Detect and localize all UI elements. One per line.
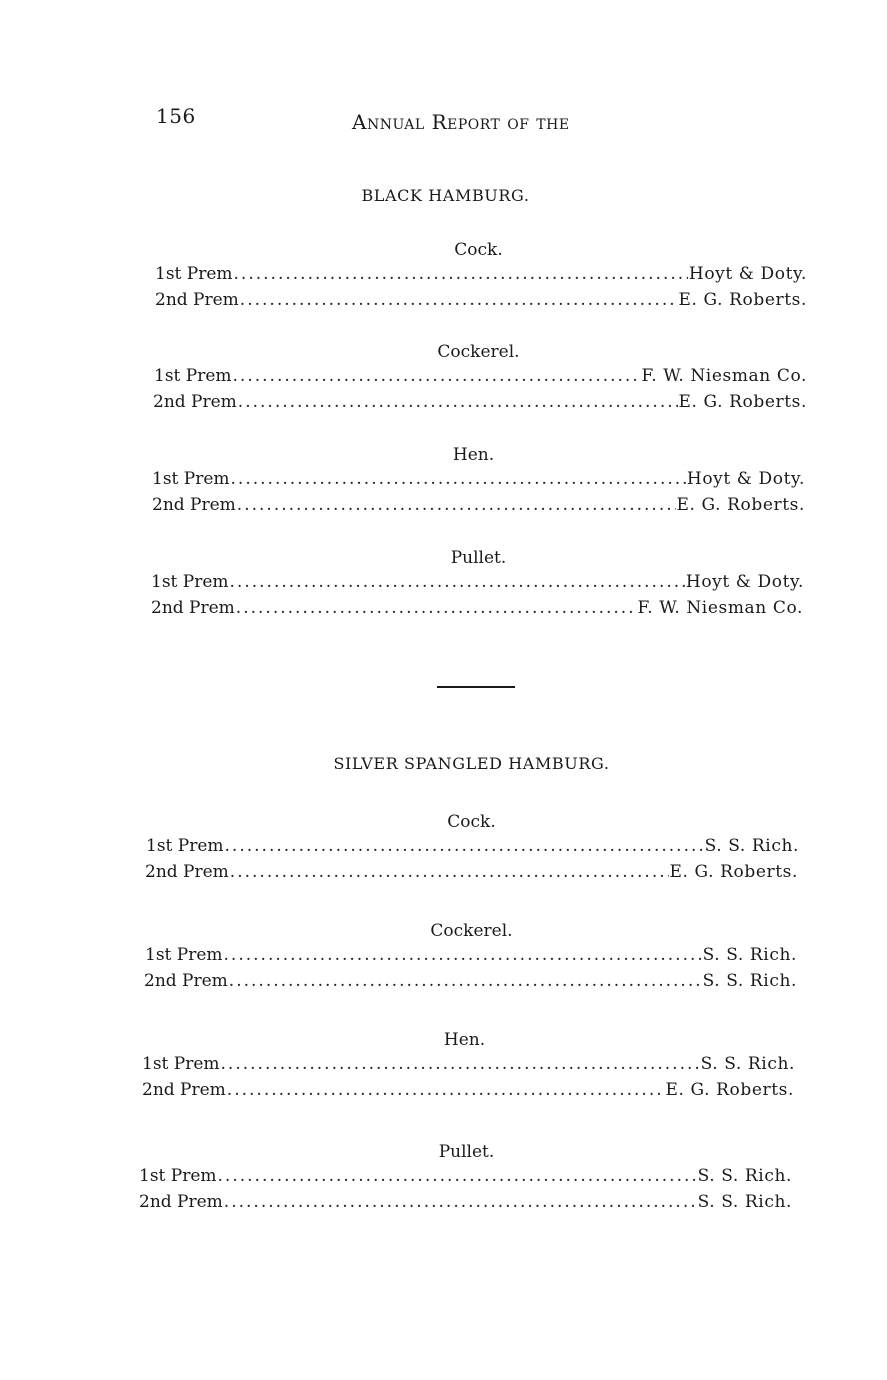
dot-leader <box>231 469 686 489</box>
award-entry <box>152 469 805 489</box>
class-heading: Hen. <box>452 445 495 465</box>
award-winner: S. S. Rich. <box>697 1166 792 1186</box>
award-winner: S. S. Rich. <box>697 1192 792 1212</box>
award-label: 1st Prem <box>145 945 223 965</box>
award-winner: S. S. Rich. <box>702 971 797 991</box>
award-label: 2nd Prem <box>151 598 235 618</box>
award-label: 1st Prem <box>151 572 229 592</box>
award-label: 1st Prem <box>146 836 224 856</box>
page-number: 156 <box>156 104 196 128</box>
award-winner: E. G. Roberts. <box>676 495 805 515</box>
award-label: 1st Prem <box>154 366 232 386</box>
award-entry <box>146 836 799 856</box>
award-label: 1st Prem <box>142 1054 220 1074</box>
award-label: 2nd Prem <box>155 290 239 310</box>
award-entry <box>151 598 803 618</box>
award-winner: E. G. Roberts. <box>678 392 807 412</box>
award-winner: Hoyt & Doty. <box>688 264 807 284</box>
award-entry <box>142 1080 794 1100</box>
award-entry <box>145 862 798 882</box>
award-entry <box>139 1192 792 1212</box>
award-entry <box>155 264 807 284</box>
running-head: Annual Report of the <box>352 110 570 134</box>
dot-leader <box>234 264 688 284</box>
class-heading: Pullet. <box>438 1142 495 1162</box>
award-winner: F. W. Niesman Co. <box>637 598 803 618</box>
dot-leader <box>229 971 702 991</box>
section-title: SILVER SPANGLED HAMBURG. <box>333 754 610 773</box>
class-heading: Cockerel. <box>430 921 513 941</box>
award-winner: E. G. Roberts. <box>665 1080 794 1100</box>
award-label: 2nd Prem <box>144 971 228 991</box>
award-winner: Hoyt & Doty. <box>685 572 804 592</box>
dot-leader <box>218 1166 697 1186</box>
award-winner: F. W. Niesman Co. <box>641 366 807 386</box>
dot-leader <box>221 1054 700 1074</box>
dot-leader <box>225 836 704 856</box>
section-divider <box>437 686 515 688</box>
award-label: 2nd Prem <box>153 392 237 412</box>
class-heading: Hen. <box>443 1030 486 1050</box>
award-entry <box>144 971 797 991</box>
award-entry <box>151 572 804 592</box>
award-entry <box>145 945 797 965</box>
award-winner: E. G. Roberts. <box>669 862 798 882</box>
dot-leader <box>240 290 678 310</box>
dot-leader <box>230 572 685 592</box>
award-label: 2nd Prem <box>145 862 229 882</box>
award-label: 2nd Prem <box>142 1080 226 1100</box>
award-entry <box>154 366 807 386</box>
award-entry <box>153 392 807 412</box>
award-entry <box>142 1054 795 1074</box>
award-winner: S. S. Rich. <box>704 836 799 856</box>
award-winner: Hoyt & Doty. <box>686 469 805 489</box>
award-label: 1st Prem <box>139 1166 217 1186</box>
section-title: BLACK HAMBURG. <box>361 186 530 205</box>
class-heading: Cock. <box>454 240 503 260</box>
award-entry <box>152 495 805 515</box>
dot-leader <box>236 598 637 618</box>
award-winner: S. S. Rich. <box>702 945 797 965</box>
dot-leader <box>233 366 641 386</box>
award-label: 2nd Prem <box>139 1192 223 1212</box>
dot-leader <box>224 945 702 965</box>
award-winner: E. G. Roberts. <box>678 290 807 310</box>
dot-leader <box>230 862 669 882</box>
award-entry <box>155 290 807 310</box>
award-label: 2nd Prem <box>152 495 236 515</box>
class-heading: Pullet. <box>450 548 507 568</box>
dot-leader <box>238 392 678 412</box>
award-winner: S. S. Rich. <box>700 1054 795 1074</box>
award-entry <box>139 1166 792 1186</box>
class-heading: Cock. <box>447 812 496 832</box>
dot-leader <box>224 1192 697 1212</box>
dot-leader <box>227 1080 665 1100</box>
dot-leader <box>237 495 676 515</box>
class-heading: Cockerel. <box>437 342 520 362</box>
award-label: 1st Prem <box>152 469 230 489</box>
award-label: 1st Prem <box>155 264 233 284</box>
